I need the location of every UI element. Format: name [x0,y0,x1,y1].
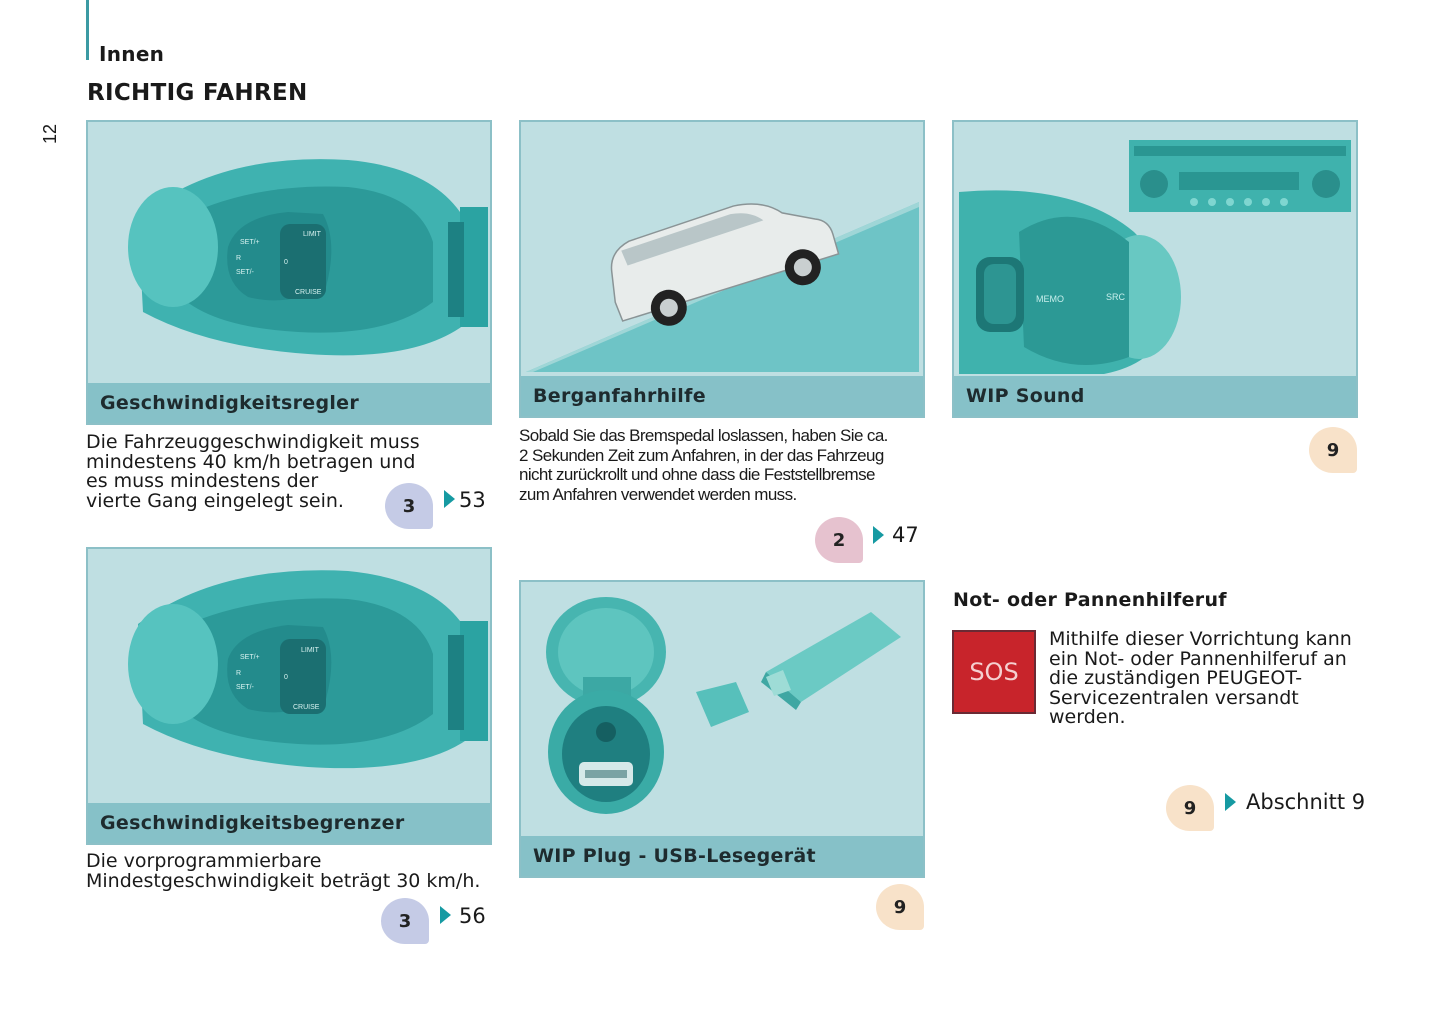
usb-reader-illustration [521,582,923,876]
speed-limiter-panel [86,547,492,845]
stalk-label-cruise: CRUISE [295,289,322,296]
chapter-badge[interactable]: 3 [385,483,433,529]
limiter-stalk-illustration [88,549,490,843]
cruise-control-caption: Geschwindigkeitsregler [88,383,490,423]
hill-start-text: Sobald Sie das Bremspedal loslassen, haben Sie ca. 2 Sekunden Zeit zum Anfahren, in der das Fahrzeug nicht zurückrollt und ohne dass die Feststellbremse zum Anfahren verwendet werden muss. [519,426,888,504]
cruise-stalk-illustration [88,122,490,423]
ref-arrow-icon [873,526,884,544]
sos-button[interactable] [952,630,1036,714]
page-ref-link[interactable]: 53 [459,488,486,512]
stalk-label-r: R [236,255,242,262]
chapter-badge[interactable]: 9 [876,884,924,930]
section-marker [86,0,89,60]
speed-limiter-caption: Geschwindigkeitsbegrenzer [88,803,490,843]
stalk-label-zero: 0 [284,674,288,681]
sos-heading: Not- oder Pannenhilferuf [953,589,1227,611]
sos-button-label: SOS [969,658,1019,686]
section-ref-link[interactable]: Abschnitt 9 [1246,790,1366,814]
memo-label: MEMO [1036,294,1064,304]
chapter-badge[interactable]: 3 [381,898,429,944]
page-ref-link[interactable]: 56 [459,904,486,928]
sos-text: Mithilfe dieser Vorrichtung kann ein Not- oder Pannenhilferuf an die zuständigen PEUGEOT- Servicezentralen versandt werden. [1049,628,1352,728]
chapter-badge[interactable]: 9 [1166,785,1214,831]
ref-arrow-icon [440,906,451,924]
ref-arrow-icon [1225,793,1236,811]
cruise-control-panel [86,120,492,425]
section-label: Innen [99,42,165,66]
stalk-label-set-plus: SET/+ [240,239,260,246]
stalk-label-set-plus: SET/+ [240,654,260,661]
stalk-label-zero: 0 [284,259,288,266]
wip-plug-panel [519,580,925,878]
hill-start-illustration [521,122,923,416]
page-title: RICHTIG FAHREN [87,80,308,106]
stalk-label-r: R [236,670,242,677]
chapter-badge[interactable]: 2 [815,517,863,563]
src-label: SRC [1106,292,1126,302]
stalk-label-limit: LIMIT [301,647,319,654]
hill-start-panel [519,120,925,418]
wip-plug-caption: WIP Plug - USB-Lesegerät [521,836,923,876]
wip-sound-illustration [954,122,1356,416]
stalk-label-set-minus: SET/- [236,684,254,691]
speed-limiter-text: Die vorprogrammierbare Mindestgeschwindigkeit beträgt 30 km/h. [86,850,481,892]
wip-sound-panel [952,120,1358,418]
stalk-label-set-minus: SET/- [236,269,254,276]
stalk-label-limit: LIMIT [303,231,321,238]
stalk-label-cruise: CRUISE [293,704,320,711]
page-ref-link[interactable]: 47 [892,523,919,547]
wip-sound-caption: WIP Sound [954,376,1356,416]
cruise-control-text: Die Fahrzeuggeschwindigkeit muss mindestens 40 km/h betragen und es muss mindestens der vierte Gang eingelegt sein. [86,431,420,512]
ref-arrow-icon [444,490,455,508]
chapter-badge[interactable]: 9 [1309,427,1357,473]
page-number: 12 [40,123,60,144]
hill-start-caption: Berganfahrhilfe [521,376,923,416]
